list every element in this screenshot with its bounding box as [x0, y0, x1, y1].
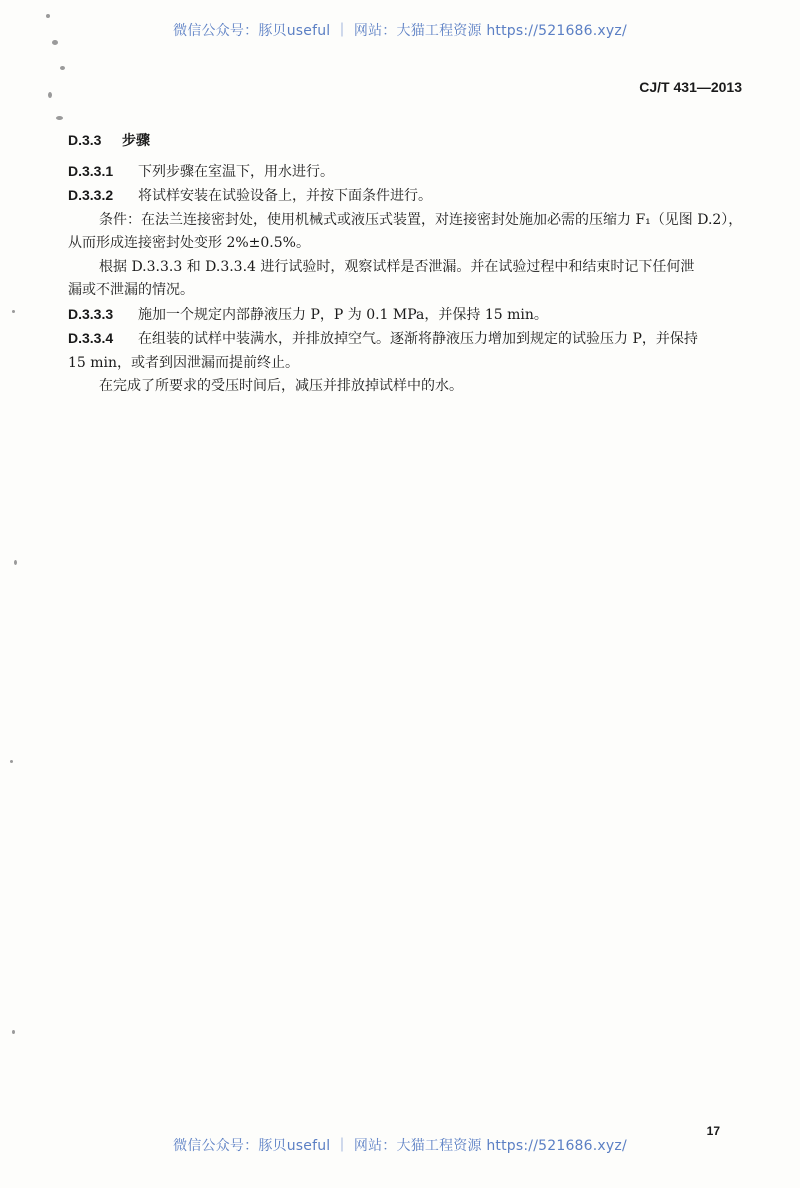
speckle [46, 14, 50, 18]
clause-text: 在组装的试样中装满水，并排放掉空气。逐渐将静液压力增加到规定的试验压力 P，并保持 [138, 331, 698, 347]
clause-text: 下列步骤在室温下，用水进行。 [138, 163, 334, 180]
section-number: D.3.3 [68, 132, 102, 148]
clause-d3-3-1 [68, 160, 744, 185]
basis-line-2: 漏或不泄漏的情况。 [68, 282, 194, 298]
condition-line-1: 条件：在法兰连接密封处，使用机械式或液压式装置，对连接密封处施加必需的压缩力 F₁（见图 D.2）， [99, 211, 743, 228]
speckle [56, 116, 63, 120]
speckle [60, 66, 65, 70]
clause-d3-3-2 [68, 184, 744, 209]
clause-number: D.3.3.2 [68, 187, 114, 203]
clause-text: 将试样安装在试验设备上，并按下面条件进行。 [138, 188, 432, 204]
clause-number: D.3.3.4 [68, 330, 114, 346]
clause-text: 施加一个规定内部静液压力 P，P 为 0.1 MPa，并保持 15 min。 [138, 306, 548, 323]
clause-d3-3-4 [68, 327, 744, 352]
clause-continuation: 15 min，或者到因泄漏而提前终止。 [68, 354, 300, 371]
page-number: 17 [706, 1124, 720, 1138]
clause-number: D.3.3.3 [68, 305, 114, 322]
speckle [12, 310, 15, 313]
clause-number: D.3.3.1 [68, 162, 114, 179]
section-title: 步骤 [122, 133, 150, 149]
speckle [14, 560, 17, 565]
speckle [52, 40, 58, 45]
speckle [48, 92, 52, 98]
watermark-bottom: 微信公众号：豚贝useful ｜ 网站：大猫工程资源 https://521686.xyz/ [173, 1138, 627, 1154]
speckle [12, 1030, 15, 1034]
document-body [68, 129, 744, 399]
condition-line-2: 从而形成连接密封处变形 2%±0.5%。 [68, 235, 310, 251]
section-heading [68, 129, 744, 154]
standard-code: CJ/T 431—2013 [639, 79, 742, 95]
clause-d3-3-3 [68, 303, 744, 328]
basis-line-1: 根据 D.3.3.3 和 D.3.3.4 进行试验时，观察试样是否泄漏。并在试验过程中和结束时记下任何泄 [99, 258, 695, 275]
final-paragraph: 在完成了所要求的受压时间后，减压并排放掉试样中的水。 [99, 378, 463, 394]
watermark-top: 微信公众号：豚贝useful ｜ 网站：大猫工程资源 https://521686.xyz/ [173, 23, 627, 39]
speckle [10, 760, 13, 763]
